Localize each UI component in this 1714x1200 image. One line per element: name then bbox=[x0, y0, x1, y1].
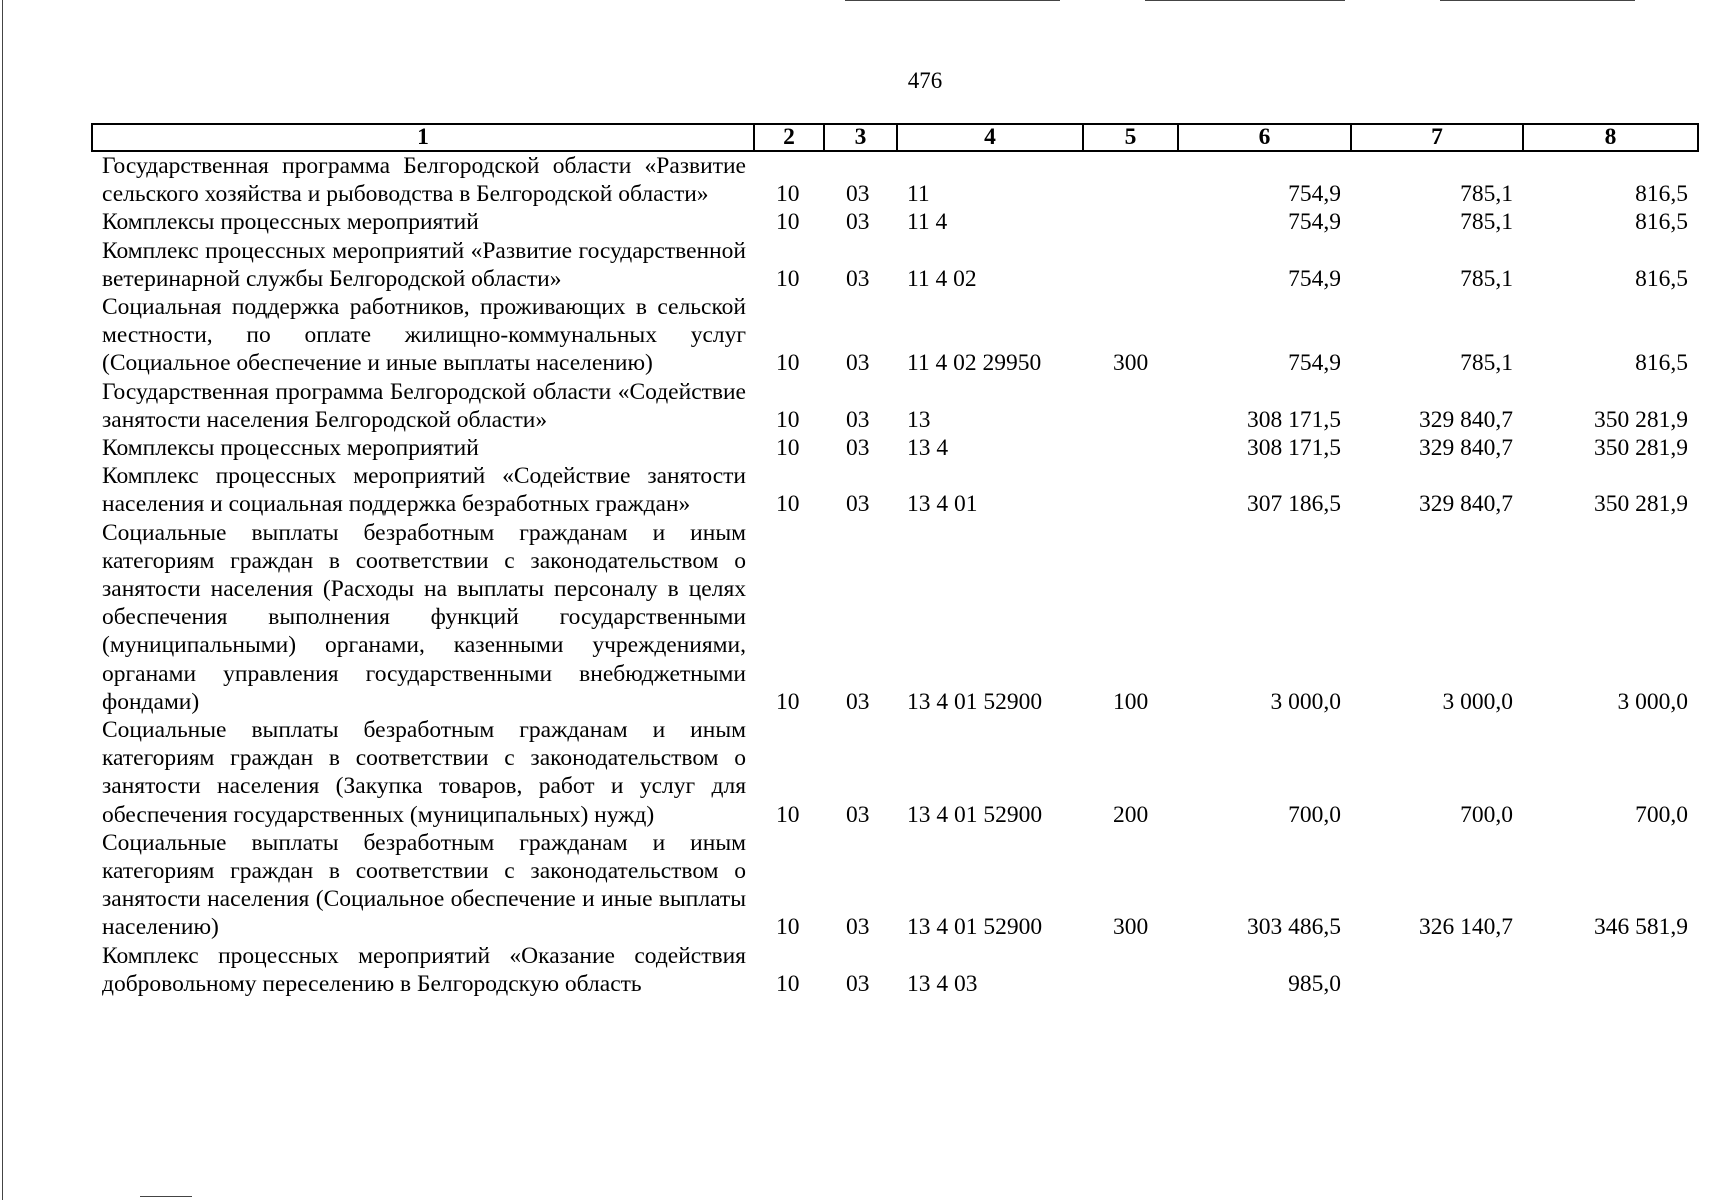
column-header-3: 3 bbox=[824, 124, 897, 151]
table-header bbox=[92, 124, 1698, 151]
row-description: Социальная поддержка работников, проживающих в сельской местности, по оплате жилищно-коммунальных услуг (Социальное обеспечение и иные выплаты населению) bbox=[102, 294, 746, 377]
row-description: Комплексы процессных мероприятий bbox=[102, 435, 479, 462]
target-article-code: 13 4 bbox=[907, 435, 949, 462]
amount-column-7: 785,1 bbox=[1460, 350, 1513, 377]
amount-column-7: 326 140,7 bbox=[1419, 914, 1513, 941]
table-row bbox=[92, 237, 1698, 293]
table-row bbox=[92, 519, 1698, 716]
target-article-code: 13 4 01 52900 bbox=[907, 801, 1043, 828]
target-article-code: 11 bbox=[907, 181, 930, 208]
target-article-code: 11 4 02 bbox=[907, 265, 977, 292]
amount-column-8: 816,5 bbox=[1635, 181, 1688, 208]
amount-column-8 bbox=[1523, 942, 1698, 998]
section-code: 10 bbox=[776, 970, 800, 997]
amount-column-8: 350 281,9 bbox=[1594, 491, 1688, 518]
scan-top-line bbox=[1145, 0, 1345, 1]
table-row bbox=[92, 293, 1698, 378]
table-row bbox=[92, 378, 1698, 434]
scan-top-line bbox=[845, 0, 1060, 1]
row-description: Социальные выплаты безработным гражданам и иным категориям граждан в соответствии с законодательством о занятости населения (Социальное обеспечение и иные выплаты населению) bbox=[102, 829, 746, 941]
row-description: Государственная программа Белгородской области «Развитие сельского хозяйства и рыбоводства в Белгородской области» bbox=[102, 153, 746, 208]
row-description: Государственная программа Белгородской области «Содействие занятости населения Белгородской области» bbox=[102, 378, 746, 433]
amount-column-6: 985,0 bbox=[1288, 970, 1341, 997]
table-row bbox=[92, 829, 1698, 942]
amount-column-6: 308 171,5 bbox=[1247, 406, 1341, 433]
section-code: 10 bbox=[776, 801, 800, 828]
expense-type-code bbox=[1083, 151, 1178, 208]
amount-column-7: 329 840,7 bbox=[1419, 435, 1513, 462]
row-description: Социальные выплаты безработным гражданам и иным категориям граждан в соответствии с законодательством о занятости населения (Закупка товаров, работ и услуг для обеспечения государственных (муниципальных) нужд) bbox=[102, 717, 746, 828]
column-header-7: 7 bbox=[1351, 124, 1523, 151]
subsection-code: 03 bbox=[846, 970, 870, 997]
target-article-code: 11 4 02 29950 bbox=[907, 350, 1042, 377]
row-description: Социальные выплаты безработным гражданам и иным категориям граждан в соответствии с законодательством о занятости населения (Расходы на выплаты персоналу в целях обеспечения выполнения функций государственными (муниципальными) органами, казенными учреждениями, органами управления государственными внебюджетными фондами) bbox=[102, 519, 746, 715]
amount-column-7: 785,1 bbox=[1460, 181, 1513, 208]
target-article-code: 13 4 01 52900 bbox=[907, 688, 1043, 715]
amount-column-7: 329 840,7 bbox=[1419, 491, 1513, 518]
budget-table bbox=[91, 123, 1699, 998]
column-header-2: 2 bbox=[754, 124, 824, 151]
row-description: Комплекс процессных мероприятий «Оказание содействия добровольному переселению в Белгородскую область bbox=[102, 942, 746, 997]
subsection-code: 03 bbox=[846, 181, 870, 208]
amount-column-7 bbox=[1351, 942, 1523, 998]
amount-column-6: 308 171,5 bbox=[1247, 435, 1341, 462]
subsection-code: 03 bbox=[846, 435, 870, 462]
section-code: 10 bbox=[776, 209, 800, 236]
expense-type-code bbox=[1083, 378, 1178, 434]
expense-type-code bbox=[1083, 942, 1178, 998]
column-header-5: 5 bbox=[1083, 124, 1178, 151]
table-row bbox=[92, 942, 1698, 998]
target-article-code: 13 4 01 52900 bbox=[907, 914, 1043, 941]
amount-column-8: 350 281,9 bbox=[1594, 406, 1688, 433]
amount-column-8: 3 000,0 bbox=[1617, 688, 1688, 715]
subsection-code: 03 bbox=[846, 265, 870, 292]
scan-bottom-line bbox=[140, 1196, 192, 1197]
amount-column-6: 700,0 bbox=[1288, 801, 1341, 828]
table-body bbox=[92, 151, 1698, 998]
section-code: 10 bbox=[776, 406, 800, 433]
column-header-4: 4 bbox=[897, 124, 1083, 151]
section-code: 10 bbox=[776, 688, 800, 715]
column-header-1: 1 bbox=[92, 124, 754, 151]
table-row bbox=[92, 462, 1698, 518]
subsection-code: 03 bbox=[846, 914, 870, 941]
expense-type-code: 100 bbox=[1113, 688, 1149, 715]
amount-column-7: 785,1 bbox=[1460, 265, 1513, 292]
section-code: 10 bbox=[776, 181, 800, 208]
target-article-code: 13 4 01 bbox=[907, 491, 978, 518]
section-code: 10 bbox=[776, 491, 800, 518]
column-header-8: 8 bbox=[1523, 124, 1698, 151]
scan-edge-line bbox=[2, 0, 3, 1200]
row-description: Комплекс процессных мероприятий «Развитие государственной ветеринарной службы Белгородской области» bbox=[102, 237, 746, 292]
amount-column-6: 754,9 bbox=[1288, 209, 1341, 236]
expense-type-code bbox=[1083, 237, 1178, 293]
amount-column-6: 303 486,5 bbox=[1247, 914, 1341, 941]
expense-type-code: 200 bbox=[1113, 801, 1149, 828]
header-row bbox=[92, 124, 1698, 151]
section-code: 10 bbox=[776, 265, 800, 292]
row-description: Комплекс процессных мероприятий «Содействие занятости населения и социальная поддержка безработных граждан» bbox=[102, 463, 746, 518]
subsection-code: 03 bbox=[846, 801, 870, 828]
amount-column-7: 3 000,0 bbox=[1442, 688, 1513, 715]
expense-type-code: 300 bbox=[1113, 350, 1149, 377]
amount-column-7: 329 840,7 bbox=[1419, 406, 1513, 433]
expense-type-code bbox=[1083, 208, 1178, 236]
section-code: 10 bbox=[776, 435, 800, 462]
table-row bbox=[92, 208, 1698, 236]
page-number: 476 bbox=[907, 68, 943, 93]
amount-column-6: 754,9 bbox=[1288, 181, 1341, 208]
subsection-code: 03 bbox=[846, 491, 870, 518]
amount-column-6: 307 186,5 bbox=[1247, 491, 1341, 518]
amount-column-6: 754,9 bbox=[1288, 350, 1341, 377]
budget-table-container bbox=[91, 123, 1697, 998]
subsection-code: 03 bbox=[846, 209, 870, 236]
row-description: Комплексы процессных мероприятий bbox=[102, 209, 479, 236]
amount-column-8: 700,0 bbox=[1635, 801, 1688, 828]
target-article-code: 13 bbox=[907, 406, 931, 433]
amount-column-8: 816,5 bbox=[1635, 265, 1688, 292]
table-row bbox=[92, 434, 1698, 462]
amount-column-7: 700,0 bbox=[1460, 801, 1513, 828]
section-code: 10 bbox=[776, 914, 800, 941]
column-header-6: 6 bbox=[1178, 124, 1351, 151]
amount-column-6: 754,9 bbox=[1288, 265, 1341, 292]
target-article-code: 11 4 bbox=[907, 209, 948, 236]
expense-type-code: 300 bbox=[1113, 914, 1149, 941]
amount-column-8: 350 281,9 bbox=[1594, 435, 1688, 462]
scan-top-line bbox=[1440, 0, 1635, 1]
expense-type-code bbox=[1083, 434, 1178, 462]
table-row bbox=[92, 151, 1698, 208]
table-row bbox=[92, 716, 1698, 829]
expense-type-code bbox=[1083, 462, 1178, 518]
amount-column-6: 3 000,0 bbox=[1270, 688, 1341, 715]
target-article-code: 13 4 03 bbox=[907, 970, 978, 997]
amount-column-8: 816,5 bbox=[1635, 209, 1688, 236]
section-code: 10 bbox=[776, 350, 800, 377]
amount-column-8: 346 581,9 bbox=[1594, 914, 1688, 941]
subsection-code: 03 bbox=[846, 350, 870, 377]
amount-column-7: 785,1 bbox=[1460, 209, 1513, 236]
subsection-code: 03 bbox=[846, 688, 870, 715]
subsection-code: 03 bbox=[846, 406, 870, 433]
amount-column-8: 816,5 bbox=[1635, 350, 1688, 377]
